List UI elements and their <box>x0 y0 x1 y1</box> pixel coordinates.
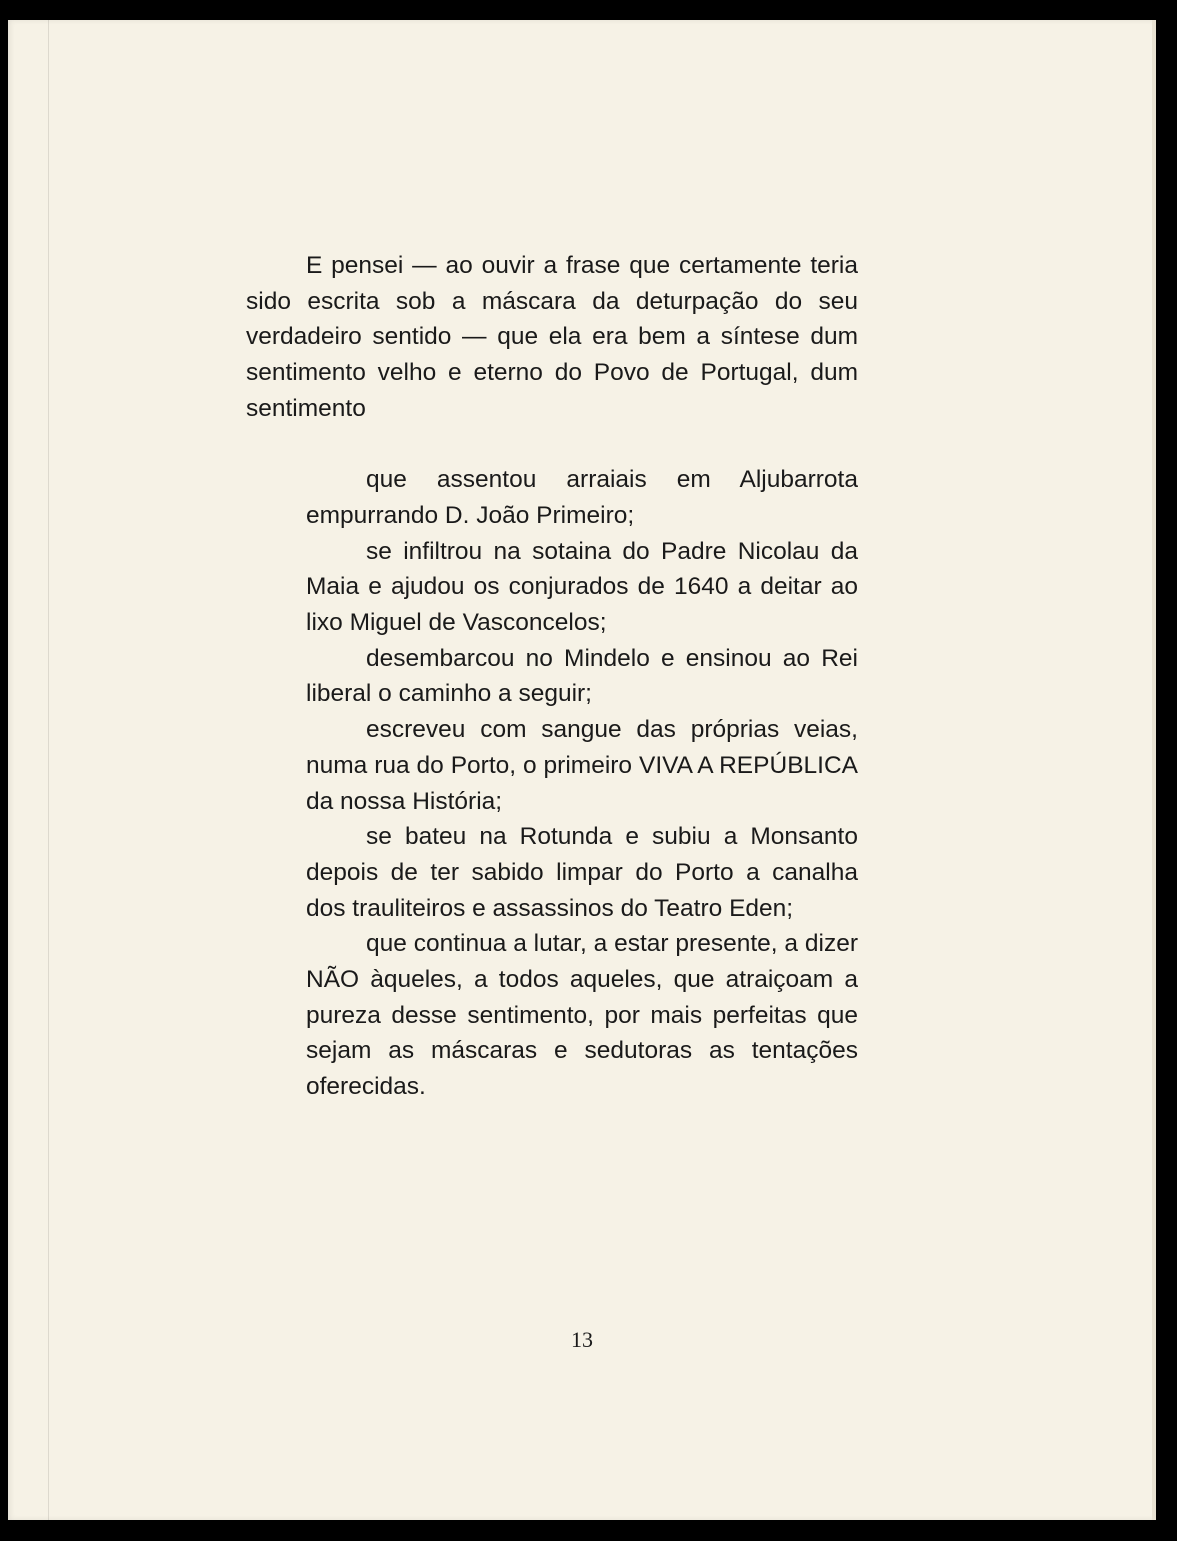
list-item: desembarcou no Mindelo e ensinou ao Rei liberal o caminho a seguir; <box>306 644 858 708</box>
list-item: escreveu com sangue das próprias veias, numa rua do Porto, o primeiro VIVA A REPÚBLICA da nossa História; <box>306 716 858 815</box>
list-item: se infiltrou na sotaina do Padre Nicolau da Maia e ajudou os conjurados de 1640 a deitar ao lixo Miguel de Vasconcelos; <box>306 537 858 637</box>
book-page <box>8 20 1156 1520</box>
list-item: que assentou arraiais em Aljubarrota empurrando D. João Primeiro; <box>306 466 858 529</box>
body-text <box>246 248 858 1105</box>
list-item: que continua a lutar, a estar presente, a dizer NÃO àqueles, a todos aqueles, que atraiçoam a pureza desse sentimento, por mais perfeitas que sejam as máscaras e sedutoras as tentações oferecidas. <box>306 930 858 1101</box>
sentiment-list <box>246 462 858 1105</box>
page-fold-line <box>48 20 49 1520</box>
page-number: 13 <box>571 1327 593 1352</box>
intro-paragraph: E pensei — ao ouvir a frase que certamente teria sido escrita sob a máscara da deturpação do seu verdadeiro sentido — que ela era bem a síntese dum sentimento velho e eterno do Povo de Portugal, dum sentimento <box>246 252 858 422</box>
list-item: se bateu na Rotunda e subiu a Monsanto depois de ter sabido limpar do Porto a canalha dos trauliteiros e assassinos do Teatro Eden; <box>306 823 858 922</box>
page-right-edge <box>1152 20 1156 1520</box>
